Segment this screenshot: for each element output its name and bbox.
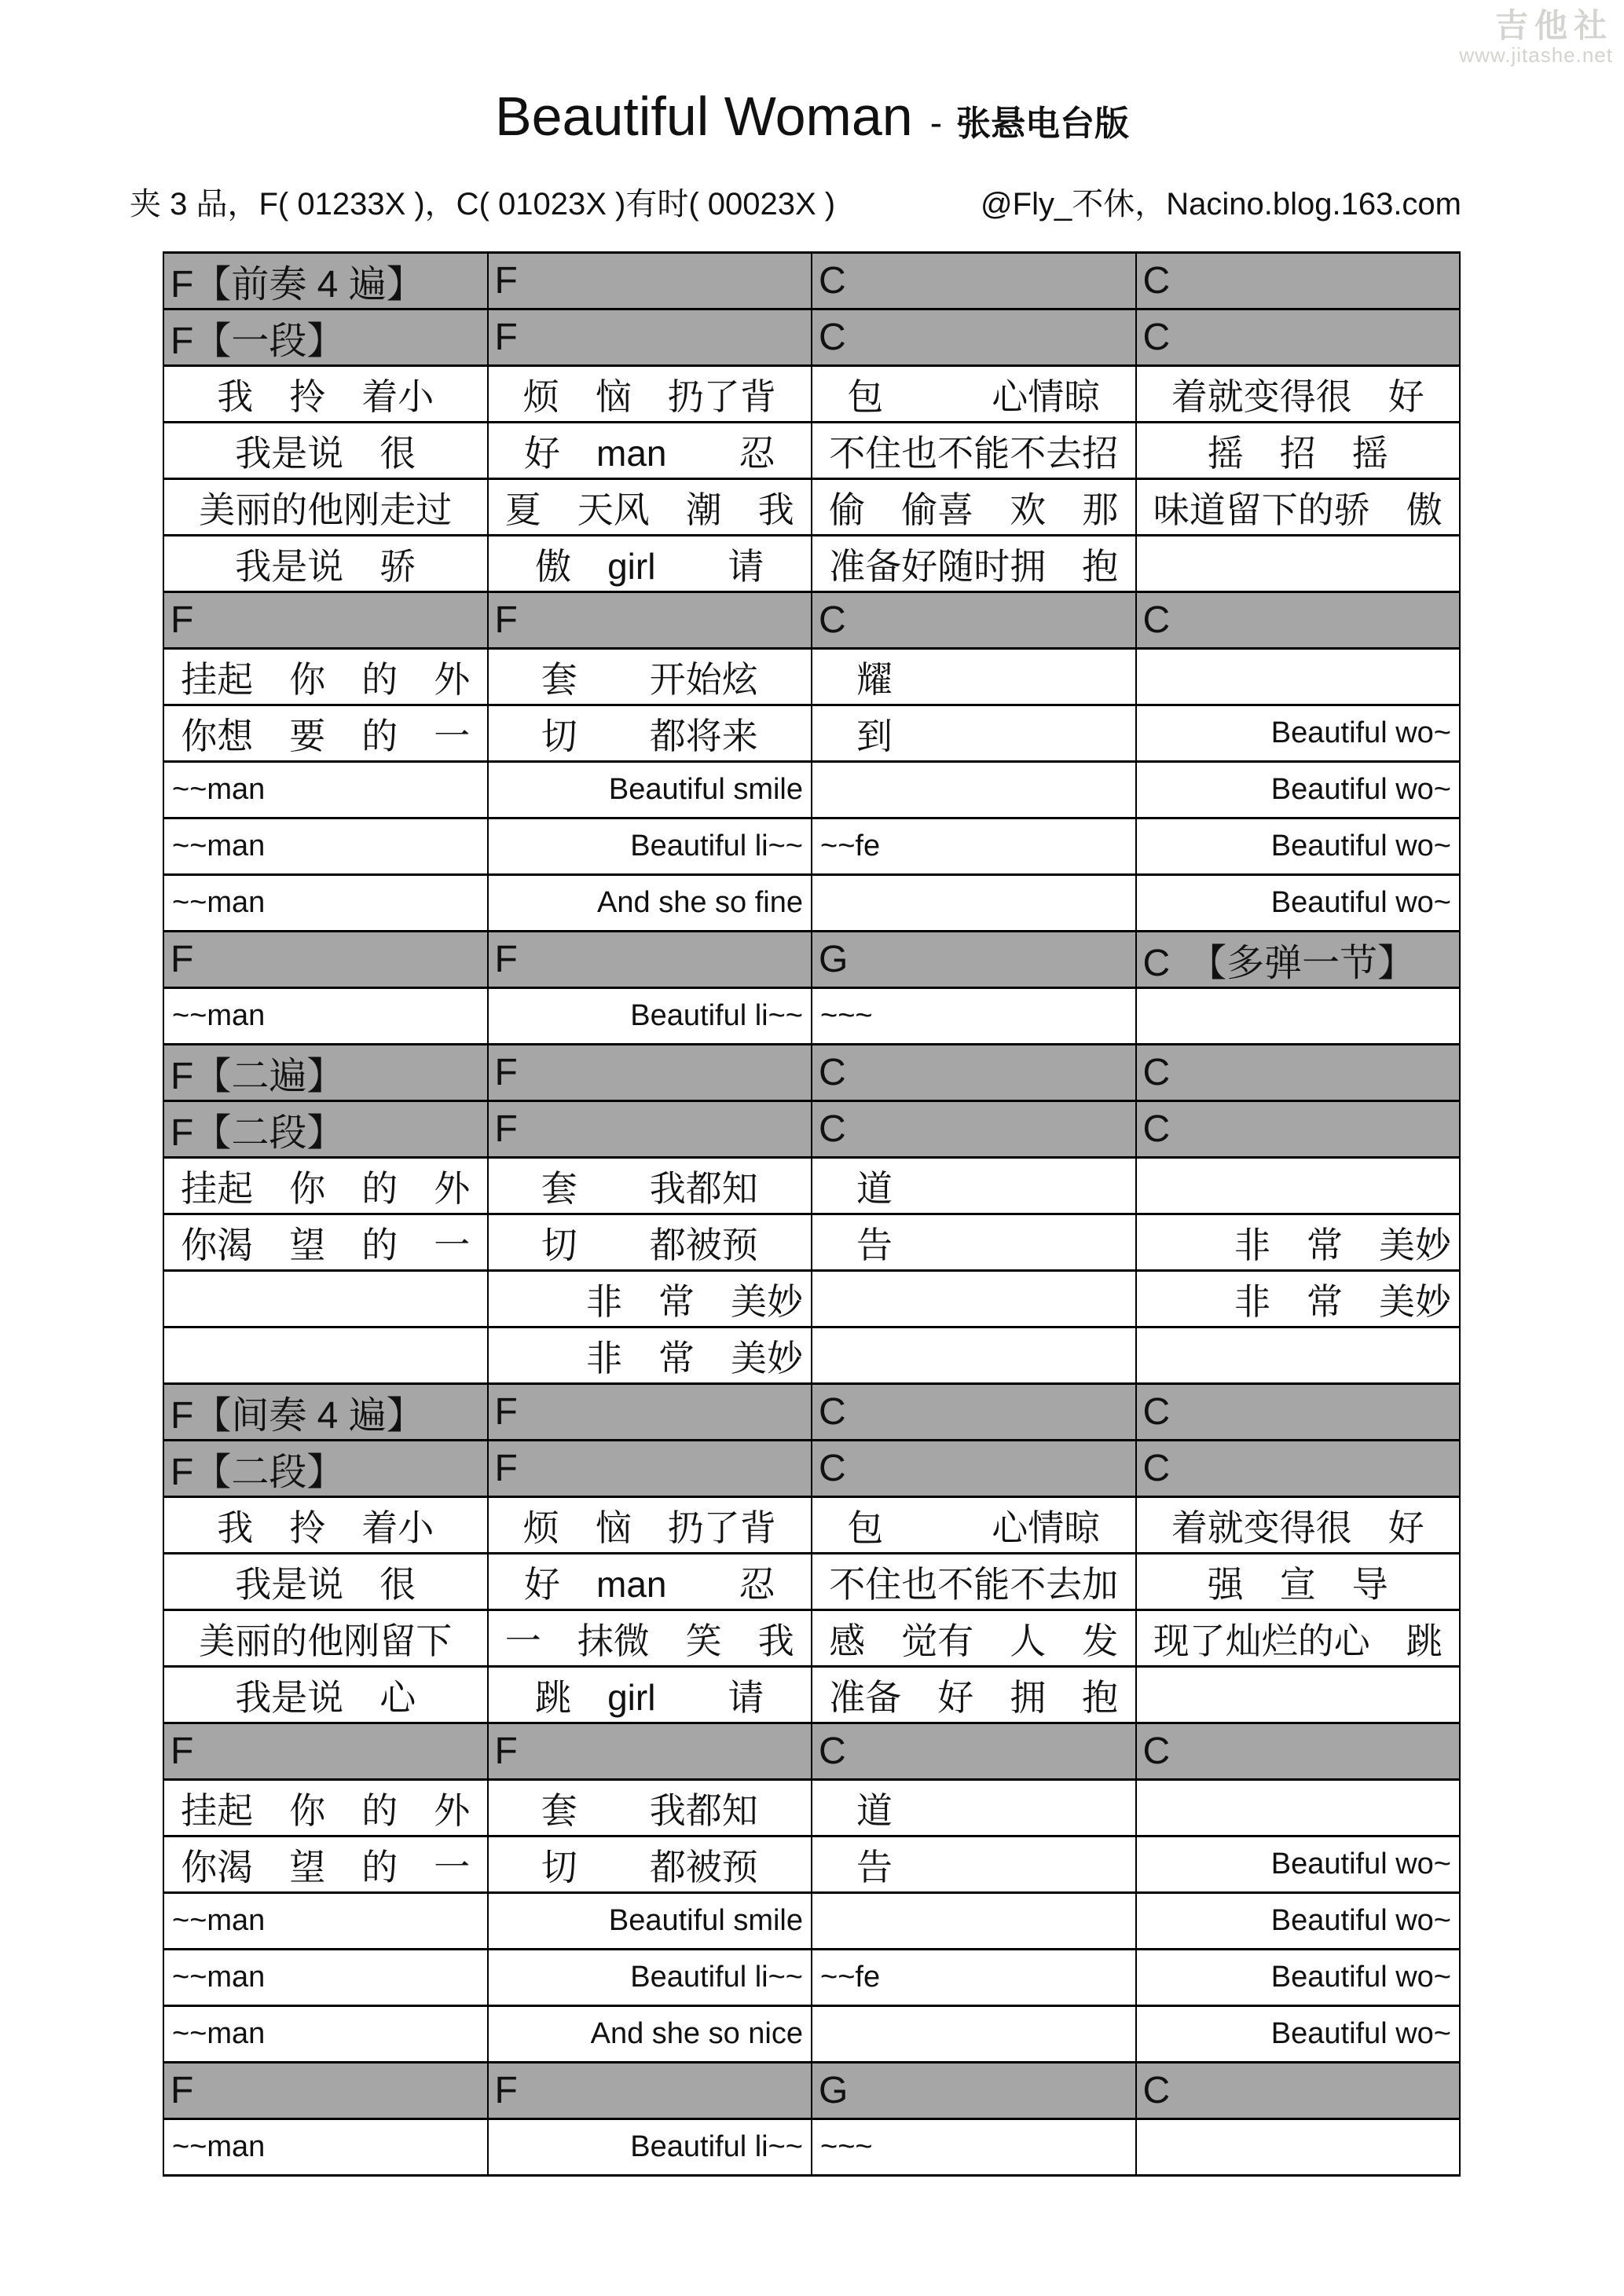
lyric-cell: 非 常 美妙 [488,1327,812,1384]
chord-cell: C [1136,309,1461,366]
chord-cell: F [488,932,812,988]
chord-cell: C [812,1045,1136,1101]
chord-cell: F【二段】 [163,1441,488,1497]
lyric-row [163,2006,1460,2063]
chord-row [163,2063,1460,2119]
chord-cell: C 【多弹一节】 [1136,932,1461,988]
chord-cell: F [488,1384,812,1441]
lyric-cell: 包 心情晾 [812,1497,1136,1554]
lyric-cell: 切 都将来 [488,705,812,762]
chord-row [163,592,1460,649]
lyric-row [163,1893,1460,1950]
lyric-row [163,1271,1460,1327]
chord-cell: F【二段】 [163,1101,488,1158]
lyric-row [163,1554,1460,1610]
lyric-cell: 非 常 美妙 [1136,1271,1461,1327]
lyric-cell [1136,536,1461,592]
chord-cell: C [812,1441,1136,1497]
lyric-row [163,649,1460,705]
lyric-cell: 我是说 骄 [163,536,488,592]
chord-cell: C [1136,1101,1461,1158]
chord-cell: C [812,1723,1136,1780]
chord-cell: F【一段】 [163,309,488,366]
lyric-cell: ~~man [163,1950,488,2006]
site-watermark [1459,8,1613,67]
lyric-cell [1136,1667,1461,1723]
lyric-cell: Beautiful smile [488,762,812,818]
lyric-cell: 套 我都知 [488,1780,812,1836]
lyric-cell: 道 [812,1158,1136,1214]
chord-cell: C [812,1101,1136,1158]
lyric-cell: Beautiful li~~ [488,1950,812,2006]
lyric-cell: 准备 好 拥 抱 [812,1667,1136,1723]
lyric-row [163,1158,1460,1214]
lyric-cell: ~~man [163,762,488,818]
lyric-cell [812,1893,1136,1950]
lyric-cell [812,1327,1136,1384]
chord-cell: F【间奏 4 遍】 [163,1384,488,1441]
lyric-cell [163,1327,488,1384]
lyric-cell [1136,2119,1461,2176]
lyric-cell: Beautiful wo~ [1136,875,1461,932]
chord-row [163,1101,1460,1158]
lyric-cell: 挂起 你 的 外 [163,649,488,705]
title-separator: - [929,102,943,143]
chord-cell: F [163,2063,488,2119]
lyric-cell: 一 抹微 笑 我 [488,1610,812,1667]
lyric-cell: 告 [812,1836,1136,1893]
chord-cell: G [812,2063,1136,2119]
lyric-cell: 现了灿烂的心 跳 [1136,1610,1461,1667]
lyric-cell: 我是说 心 [163,1667,488,1723]
chord-row [163,1384,1460,1441]
lyric-cell [812,2006,1136,2063]
lyric-cell: 傲 girl 请 [488,536,812,592]
lyric-cell: 你想 要 的 一 [163,705,488,762]
lyric-cell: 到 [812,705,1136,762]
lyric-cell: 好 man 忍 [488,423,812,479]
lyric-cell [1136,988,1461,1045]
lyric-row [163,1497,1460,1554]
chord-lyric-table [163,251,1461,2177]
lyric-cell: ~~man [163,2006,488,2063]
chord-row [163,1045,1460,1101]
chord-cell: C [1136,1045,1461,1101]
capo-chord-fingering-info: 夹 3 品，F( 01233X )，C( 01023X )有时( 00023X ) [130,187,836,222]
chord-cell: F【二遍】 [163,1045,488,1101]
chord-row [163,253,1460,309]
watermark-logo: 吉他社 [1494,7,1613,44]
lyric-cell: 夏 天风 潮 我 [488,479,812,536]
chord-row [163,1723,1460,1780]
lyric-cell [812,875,1136,932]
page-title [0,85,1624,148]
lyric-cell: Beautiful wo~ [1136,705,1461,762]
chord-cell: F【前奏 4 遍】 [163,253,488,309]
lyric-row [163,1950,1460,2006]
lyric-cell [1136,1158,1461,1214]
lyric-row [163,1610,1460,1667]
lyric-cell: Beautiful wo~ [1136,762,1461,818]
lyric-cell: 非 常 美妙 [1136,1214,1461,1271]
lyric-cell [1136,1327,1461,1384]
lyric-cell: 我是说 很 [163,423,488,479]
chord-cell: C [812,592,1136,649]
lyric-cell [163,1271,488,1327]
chord-cell: F [163,592,488,649]
lyric-cell: 挂起 你 的 外 [163,1780,488,1836]
lyric-cell: Beautiful smile [488,1893,812,1950]
lyric-cell: ~~fe [812,818,1136,875]
lyric-cell: Beautiful li~~ [488,818,812,875]
chord-cell: F [488,253,812,309]
lyric-cell: 包 心情晾 [812,366,1136,423]
chord-cell: C [1136,253,1461,309]
author-credit: @Fly_不休，Nacino.blog.163.com [981,187,1461,222]
lyric-cell: 套 我都知 [488,1158,812,1214]
lyric-row [163,875,1460,932]
lyric-cell: Beautiful li~~ [488,2119,812,2176]
chord-cell: C [812,253,1136,309]
lyric-cell: 美丽的他刚走过 [163,479,488,536]
chord-cell: C [1136,1441,1461,1497]
lyric-cell: 着就变得很 好 [1136,366,1461,423]
watermark-url: www.jitashe.net [1459,43,1613,68]
lyric-cell: 烦 恼 扔了背 [488,1497,812,1554]
lyric-cell [812,762,1136,818]
lyric-cell: 着就变得很 好 [1136,1497,1461,1554]
chord-row [163,309,1460,366]
lyric-cell: 切 都被预 [488,1836,812,1893]
lyric-cell: 准备好随时拥 抱 [812,536,1136,592]
chord-cell: F [163,1723,488,1780]
lyric-cell: ~~man [163,818,488,875]
lyric-cell: ~~~ [812,2119,1136,2176]
lyric-cell: And she so fine [488,875,812,932]
lyric-row [163,536,1460,592]
lyric-row [163,1780,1460,1836]
lyric-cell: 告 [812,1214,1136,1271]
lyric-cell: Beautiful li~~ [488,988,812,1045]
lyric-row [163,1214,1460,1271]
lyric-cell: ~~man [163,875,488,932]
lyric-cell: 挂起 你 的 外 [163,1158,488,1214]
lyric-cell: Beautiful wo~ [1136,1950,1461,2006]
song-version-chinese: 张悬电台版 [956,104,1130,143]
lyric-cell: 非 常 美妙 [488,1271,812,1327]
lyric-cell: 耀 [812,649,1136,705]
chord-cell: C [1136,2063,1461,2119]
lyric-cell: 我 拎 着小 [163,1497,488,1554]
lyric-cell: 不住也不能不去加 [812,1554,1136,1610]
chord-row [163,932,1460,988]
chord-cell: F [488,309,812,366]
lyric-cell: Beautiful wo~ [1136,2006,1461,2063]
chord-cell: C [1136,592,1461,649]
lyric-row [163,988,1460,1045]
lyric-cell: 道 [812,1780,1136,1836]
lyric-cell: 美丽的他刚留下 [163,1610,488,1667]
chord-cell: G [812,932,1136,988]
lyric-cell: 烦 恼 扔了背 [488,366,812,423]
lyric-cell: Beautiful wo~ [1136,818,1461,875]
lyric-cell: ~~man [163,2119,488,2176]
chord-cell: C [1136,1723,1461,1780]
chord-cell: F [488,1101,812,1158]
lyric-row [163,423,1460,479]
lyric-row [163,1836,1460,1893]
chord-cell: F [488,2063,812,2119]
chord-cell: C [1136,1384,1461,1441]
lyric-cell [812,1271,1136,1327]
chord-cell: F [488,1441,812,1497]
lyric-cell: ~~fe [812,1950,1136,2006]
chord-cell: C [812,309,1136,366]
lyric-row [163,2119,1460,2176]
chord-cell: F [163,932,488,988]
chord-cell: C [812,1384,1136,1441]
lyric-cell: 你渴 望 的 一 [163,1214,488,1271]
lyric-row [163,762,1460,818]
song-title-english: Beautiful Woman [494,86,913,147]
lyric-cell: 跳 girl 请 [488,1667,812,1723]
lyric-cell: Beautiful wo~ [1136,1893,1461,1950]
chord-cell: F [488,592,812,649]
chord-cell: F [488,1045,812,1101]
lyric-row [163,1327,1460,1384]
lyric-cell: 味道留下的骄 傲 [1136,479,1461,536]
lyric-cell: 强 宣 导 [1136,1554,1461,1610]
lyric-cell: 好 man 忍 [488,1554,812,1610]
lyric-cell: ~~~ [812,988,1136,1045]
lyric-cell: Beautiful wo~ [1136,1836,1461,1893]
lyric-row [163,479,1460,536]
lyric-cell: 切 都被预 [488,1214,812,1271]
lyric-cell: 偷 偷喜 欢 那 [812,479,1136,536]
lyric-cell: 我是说 很 [163,1554,488,1610]
lyric-cell: And she so nice [488,2006,812,2063]
lyric-cell: 套 开始炫 [488,649,812,705]
lyric-cell: 感 觉有 人 发 [812,1610,1136,1667]
lyric-cell: 不住也不能不去招 [812,423,1136,479]
lyric-row [163,705,1460,762]
tuning-info-line [130,179,1461,224]
chord-cell: F [488,1723,812,1780]
chord-row [163,1441,1460,1497]
lyric-row [163,366,1460,423]
lyric-cell: 你渴 望 的 一 [163,1836,488,1893]
lyric-cell [1136,1780,1461,1836]
lyric-cell [1136,649,1461,705]
lyric-cell: ~~man [163,988,488,1045]
lyric-cell: ~~man [163,1893,488,1950]
lyric-row [163,818,1460,875]
lyric-row [163,1667,1460,1723]
lyric-cell: 我 拎 着小 [163,366,488,423]
lyric-cell: 摇 招 摇 [1136,423,1461,479]
